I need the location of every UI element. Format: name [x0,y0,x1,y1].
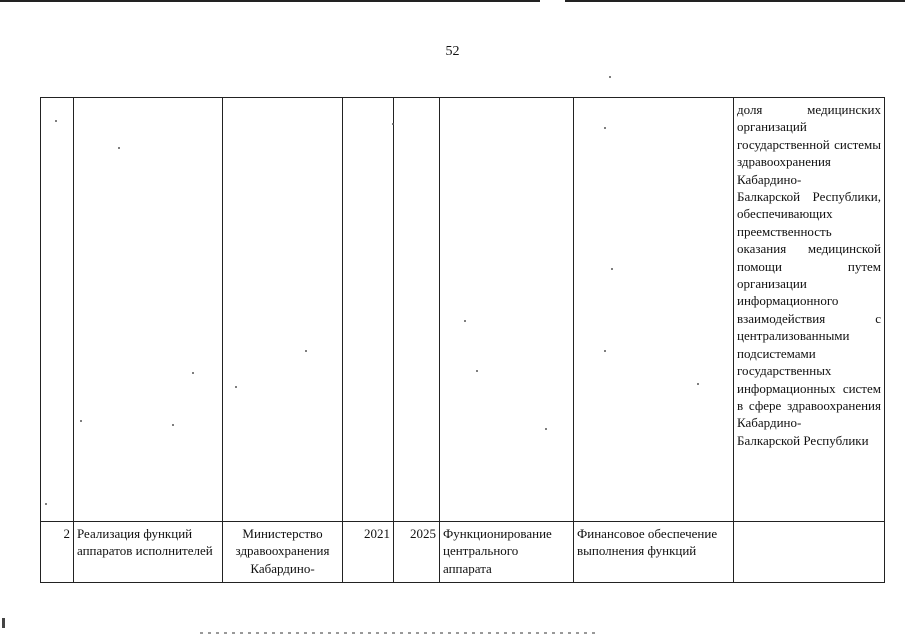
end-year-cell [394,98,440,522]
scan-speck [476,370,478,372]
indicator-cell: доля медицинских организаций государственной системы здравоохранения Кабардино- Балкарской Республики, обеспечивающих преемственность оказания медицинской помощи путем организации информационного взаимодействия с централизованными подсистемами государственных информационных систем в сфере здравоохранения Кабардино- Балкарской Республики [734,98,885,522]
scan-speck [118,147,120,149]
scan-speck [45,503,47,505]
scan-speck [305,350,307,352]
contents-cell: Финансовое обеспечение выполнения функций [574,522,734,583]
scan-speck [611,268,613,270]
scan-speck [172,424,174,426]
row-number-cell: 2 [41,522,74,583]
measure-name-cell: Реализация функций аппаратов исполнителей [74,522,223,583]
scan-speck [609,76,611,78]
scan-edge-mark [2,618,5,628]
top-border-line-right [565,0,905,2]
scan-speck [235,386,237,388]
start-year-cell: 2021 [343,522,394,583]
end-year-cell: 2025 [394,522,440,583]
scan-speck [545,428,547,430]
table-row [41,522,885,583]
scan-speck [464,320,466,322]
scan-speck [80,420,82,422]
scan-speck [604,127,606,129]
table-row [41,98,885,522]
expected-result-cell [440,98,574,522]
executor-cell [223,98,343,522]
top-border-line-left [0,0,540,2]
scan-speck [697,383,699,385]
contents-cell [574,98,734,522]
row-number-cell [41,98,74,522]
page-number: 52 [445,44,460,59]
scan-noise-line [200,632,600,634]
measures-table [40,97,885,583]
expected-result-cell: Функционирование центрального аппарата [440,522,574,583]
measure-name-cell [74,98,223,522]
scan-speck [55,120,57,122]
start-year-cell [343,98,394,522]
scan-speck [604,350,606,352]
indicator-cell [734,522,885,583]
scan-speck [392,123,394,125]
scan-speck [192,372,194,374]
executor-cell: Министерство здравоохранения Кабардино- [223,522,343,583]
